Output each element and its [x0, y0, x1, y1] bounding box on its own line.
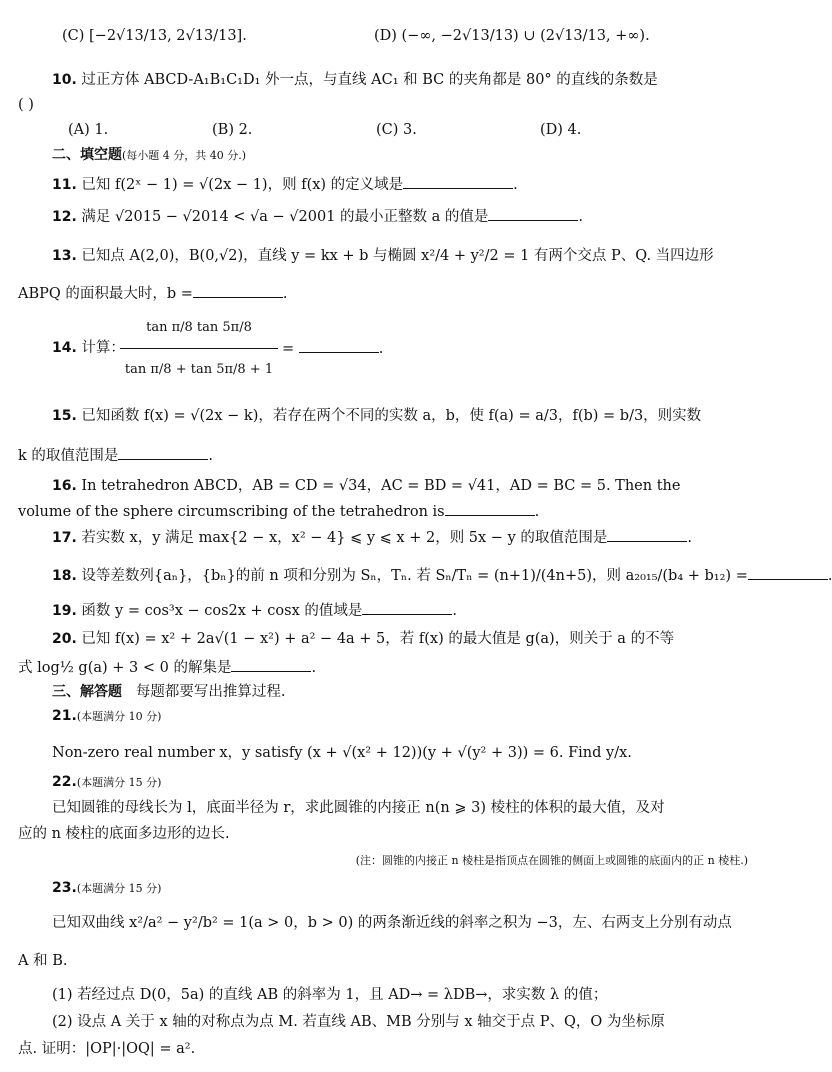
question-number: 23.: [52, 880, 77, 896]
question-text: 已知 f(x) = x² + 2a√(1 − x²) + a² − 4a + 5，若 f(x) 的最大值是 g(a)，则关于 a 的不等: [81, 631, 675, 647]
answer-blank: [607, 527, 687, 542]
section-note: (每小题 4 分，共 40 分.): [122, 149, 247, 162]
question-17: [52, 527, 748, 548]
option-b: (B) 2.: [212, 122, 253, 138]
question-score: (本题满分 10 分): [76, 710, 162, 723]
question-21-header: [52, 706, 748, 727]
section-heading: [52, 145, 748, 166]
question-23-header: [52, 878, 748, 899]
question-13-cont: [18, 283, 748, 304]
question-score: (本题满分 15 分): [76, 882, 162, 895]
question-number: 17.: [52, 530, 77, 546]
question-12: [52, 206, 748, 227]
question-22-note: (注：圆锥的内接正 n 棱柱是指顶点在圆锥的侧面上或圆锥的底面内的正 n 棱柱.): [355, 854, 748, 867]
period: .: [311, 660, 317, 676]
period: .: [208, 448, 214, 464]
question-text: ABPQ 的面积最大时，b =: [18, 286, 193, 302]
question-number: 13.: [52, 248, 77, 264]
fraction-numerator: tan π/8 tan 5π/8: [146, 320, 252, 335]
question-text: 设等差数列{aₙ}，{bₙ}的前 n 项和分别为 Sₙ，Tₙ. 若 Sₙ/Tₙ = (n+1)/(4n+5)，则 a₂₀₁₅/(b₄ + b₁₂) =: [81, 568, 748, 584]
period: .: [578, 209, 584, 225]
equals-blank: [282, 338, 383, 359]
question-text: 满足 √2015 − √2014 < √a − √2001 的最小正整数 a 的值是: [81, 209, 489, 225]
answer-blank: [299, 338, 379, 353]
option-a: (A) 1.: [68, 122, 109, 138]
question-text: 已知 f(2ˣ − 1) = √(2x − 1)，则 f(x) 的定义域是: [81, 177, 404, 193]
question-text: k 的取值范围是: [18, 448, 119, 464]
question-number: 20.: [52, 631, 77, 647]
question-13: [52, 246, 748, 266]
question-number: 19.: [52, 603, 77, 619]
period: .: [378, 341, 384, 357]
answer-blank: [118, 445, 208, 460]
section-note: 每题都要写出推算过程.: [135, 684, 286, 700]
question-18: [52, 565, 832, 586]
equals-sign: =: [282, 341, 295, 357]
question-19: [52, 600, 748, 621]
section-heading: [52, 682, 748, 702]
question-number: 11.: [52, 177, 77, 193]
question-text: volume of the sphere circumscribing of the tetrahedron is: [18, 504, 445, 520]
question-20: [52, 629, 748, 649]
question-number: 15.: [52, 408, 77, 424]
period: .: [534, 504, 540, 520]
fraction-denominator: tan π/8 + tan 5π/8 + 1: [124, 362, 274, 377]
question-23-part2: (2) 设点 A 关于 x 轴的对称点为点 M. 若直线 AB、MB 分别与 x 轴交于点 P、Q，O 为坐标原: [52, 1014, 665, 1030]
question-15-cont: [18, 445, 748, 466]
section-title: 三、解答题: [52, 684, 122, 700]
section-title: 二、填空题: [52, 147, 122, 163]
answer-blank: [488, 206, 578, 221]
question-23-text: 已知双曲线 x²/a² − y²/b² = 1(a > 0，b > 0) 的两条渐近线的斜率之积为 −3，左、右两支上分别有动点: [52, 915, 732, 931]
question-number: 14.: [52, 340, 77, 356]
answer-blank: [362, 600, 452, 615]
period: .: [282, 286, 288, 302]
period: .: [687, 530, 692, 546]
option-c: (C) [−2√13/13, 2√13/13].: [62, 28, 247, 44]
question-text: 过正方体 ABCD-A₁B₁C₁D₁ 外一点，与直线 AC₁ 和 BC 的夹角都是 80° 的直线的条数是: [81, 72, 658, 88]
question-text: 若实数 x，y 满足 max{2 − x，x² − 4} ⩽ y ⩽ x + 2，则 5x − y 的取值范围是: [81, 530, 608, 546]
question-15: [52, 406, 748, 426]
period: .: [513, 177, 518, 193]
question-22-cont: 应的 n 棱柱的底面多边形的边长.: [18, 826, 230, 842]
option-d: (D) (−∞, −2√13/13) ∪ (2√13/13, +∞).: [374, 28, 650, 44]
question-score: (本题满分 15 分): [76, 776, 162, 789]
question-number: 18.: [52, 568, 77, 584]
question-21-text: Non-zero real number x，y satisfy (x + √(x² + 12))(y + √(y² + 3)) = 6. Find y/x.: [52, 745, 632, 761]
answer-blank: [231, 657, 311, 672]
answer-blank: [445, 501, 535, 516]
question-text: In tetrahedron ABCD，AB = CD = √34，AC = BD = √41，AD = BC = 5. Then the: [81, 478, 681, 494]
question-text: 已知函数 f(x) = √(2x − k)，若存在两个不同的实数 a，b，使 f(a) = a/3，f(b) = b/3，则实数: [81, 408, 702, 424]
fraction-bar: [120, 348, 278, 349]
question-number: 16.: [52, 478, 77, 494]
question-22-header: [52, 772, 748, 793]
question-16-cont: [18, 501, 748, 522]
question-number: 10.: [52, 72, 77, 88]
option-c: (C) 3.: [376, 122, 417, 138]
question-16: [52, 476, 748, 496]
option-d: (D) 4.: [540, 122, 582, 138]
question-text: 函数 y = cos³x − cos2x + cosx 的值域是: [81, 603, 363, 619]
period: .: [827, 568, 832, 584]
question-20-cont: [18, 657, 748, 678]
question-label: 计算：: [81, 340, 125, 356]
period: .: [452, 603, 457, 619]
question-10: [52, 70, 748, 90]
question-text: 已知点 A(2,0)，B(0,√2)，直线 y = kx + b 与椭圆 x²/4 + y²/2 = 1 有两个交点 P、Q. 当四边形: [81, 248, 714, 264]
question-23-part1: (1) 若经过点 D(0，5a) 的直线 AB 的斜率为 1，且 AD→ = λDB→，求实数 λ 的值；: [52, 987, 608, 1003]
question-text: 式 log½ g(a) + 3 < 0 的解集是: [18, 660, 232, 676]
question-number: 22.: [52, 774, 77, 790]
answer-blank: [403, 174, 513, 189]
question-23-part2-cont: 点. 证明：|OP|·|OQ| = a².: [18, 1041, 196, 1057]
question-number: 21.: [52, 708, 77, 724]
question-22-text: 已知圆锥的母线长为 l，底面半径为 r，求此圆锥的内接正 n(n ⩾ 3) 棱柱的体积的最大值，及对: [52, 800, 665, 816]
question-11: [52, 174, 748, 195]
answer-blank: [748, 565, 828, 580]
answer-paren: ( ): [18, 97, 34, 113]
question-23-cont: A 和 B.: [18, 953, 68, 969]
question-number: 12.: [52, 209, 77, 225]
answer-blank: [193, 283, 283, 298]
